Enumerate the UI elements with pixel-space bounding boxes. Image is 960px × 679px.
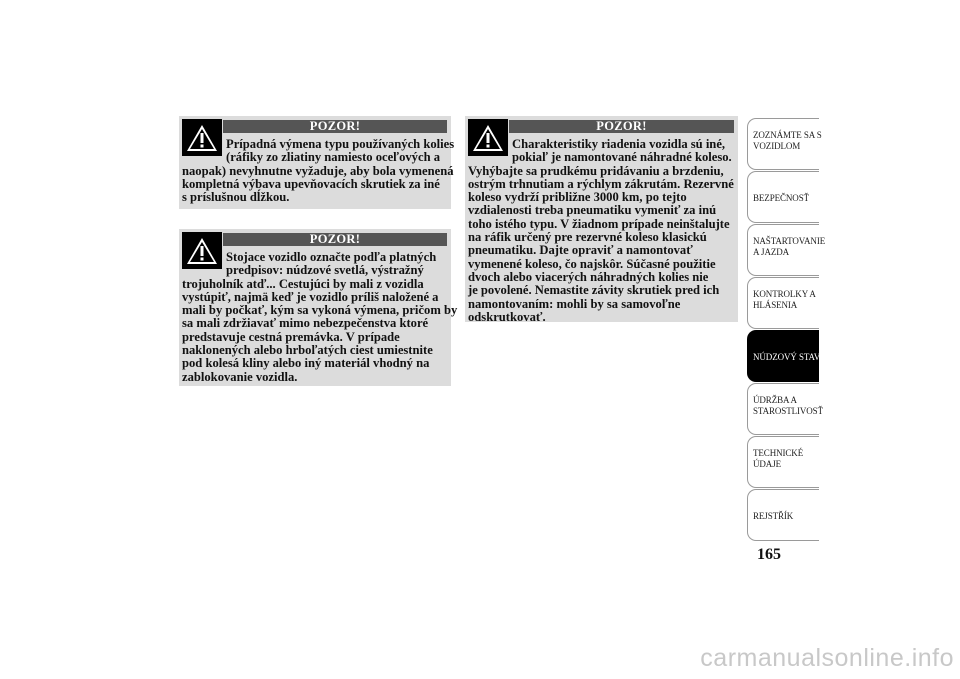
warning-line: ostrým trhnutiam a rýchlym zákrutám. Rezervné	[468, 176, 734, 191]
warning-line: pneumatiku. Dajte opraviť a namontovať	[468, 243, 693, 258]
warning-heading: POZOR!	[223, 120, 447, 133]
warning-line: mali by počkať, kým sa vykoná výmena, pričom by	[182, 303, 458, 318]
warning-line: naklonených alebo hrboľatých ciest umiestnite	[182, 343, 433, 358]
warning-line: koleso vydrží približne 3000 km, po tejto	[468, 190, 687, 205]
warning-line: vystúpiť, najmä keď je vozidlo príliš naložené a	[182, 289, 439, 304]
warning-heading: POZOR!	[509, 120, 734, 133]
warning-line: Charakteristiky riadenia vozidla sú iné,	[512, 137, 726, 151]
tab-label: NÚDZOVÝ STAV	[753, 352, 821, 362]
tab-label: ÚDRŽBA A	[753, 395, 797, 405]
warning-line: vymenené koleso, čo najskôr. Súčasné použitie	[468, 256, 716, 271]
warning-line: na ráfik určený pre rezervné koleso klasickú	[468, 230, 707, 245]
warning-line: Stojace vozidlo označte podľa platných	[226, 250, 437, 264]
warning-text	[182, 251, 457, 384]
warning-line: pod kolesá kliny alebo iný materiál vhodný na	[182, 356, 430, 371]
warning-line: toho istého typu. V žiadnom prípade neinštalujte	[468, 216, 730, 231]
tab-rejstrik[interactable]	[747, 489, 819, 541]
warning-line: odskrutkovať.	[468, 309, 546, 324]
tab-label: KONTROLKY A	[753, 289, 816, 299]
tab-udrzba[interactable]	[747, 383, 823, 435]
warning-line: Prípadná výmena typu používaných kolies	[226, 137, 455, 151]
warning-text	[182, 138, 454, 204]
warning-line: naopak) nevyhnutne vyžaduje, aby bola vymenená	[182, 163, 454, 178]
tab-nastartovanie[interactable]	[747, 224, 826, 276]
tab-kontrolky[interactable]	[747, 277, 819, 329]
warning-text	[468, 138, 734, 324]
tab-label: A JAZDA	[753, 247, 790, 257]
tab-label: REJSTŘÍK	[753, 511, 794, 521]
tab-label: NAŠTARTOVANIE	[753, 236, 826, 246]
tab-bezpecnost[interactable]	[747, 171, 819, 223]
warning-line: (ráfiky zo zliatiny namiesto oceľových a	[226, 150, 441, 165]
warning-line: sa mali zdržiavať mimo nebezpečenstva ktoré	[182, 316, 429, 331]
warning-box-1	[179, 116, 455, 209]
tab-label: ÚDAJE	[753, 459, 781, 469]
warning-line: kompletná výbava upevňovacích skrutiek za iné	[182, 176, 440, 191]
tab-label: STAROSTLIVOSŤ	[753, 406, 823, 416]
warning-line: predpisov: núdzové svetlá, výstražný	[226, 263, 424, 278]
warning-line: pokiaľ je namontované náhradné koleso.	[512, 150, 732, 165]
warning-heading: POZOR!	[223, 233, 447, 246]
tab-label: ZOZNÁMTE SA S	[753, 130, 822, 140]
tab-label: BEZPEČNOSŤ	[753, 193, 810, 203]
warning-line: namontovaním: mohli by sa samovoľne	[468, 296, 681, 311]
tab-label: VOZIDLOM	[753, 141, 801, 151]
watermark: carmanualsonline.info	[700, 644, 954, 672]
tab-label: HLÁSENIA	[753, 300, 798, 310]
warning-line: dvoch alebo viacerých náhradných kolies nie	[468, 269, 709, 284]
warning-line: vzdialenosti treba pneumatiku vymeniť za inú	[468, 203, 717, 218]
warning-box-2	[179, 229, 458, 386]
warning-line: s príslušnou dĺžkou.	[182, 190, 290, 205]
warning-box-3	[465, 116, 738, 322]
warning-line: Vyhýbajte sa prudkému pridávaniu a brzdeniu,	[468, 163, 724, 178]
tab-zoznamte-sa[interactable]	[747, 118, 822, 170]
tab-technicke-udaje[interactable]	[747, 436, 819, 488]
tab-label: TECHNICKÉ	[753, 448, 804, 458]
warning-line: predstavuje cestná premávka. V prípade	[182, 329, 400, 344]
tab-nudzovy-stav[interactable]	[747, 330, 819, 382]
warning-line: je povolené. Nemastite závity skrutiek pred ich	[468, 283, 720, 298]
page-number: 165	[757, 546, 781, 563]
warning-line: zablokovanie vozidla.	[182, 369, 298, 384]
warning-line: trojuholník atď... Cestujúci by mali z vozidla	[182, 276, 424, 291]
